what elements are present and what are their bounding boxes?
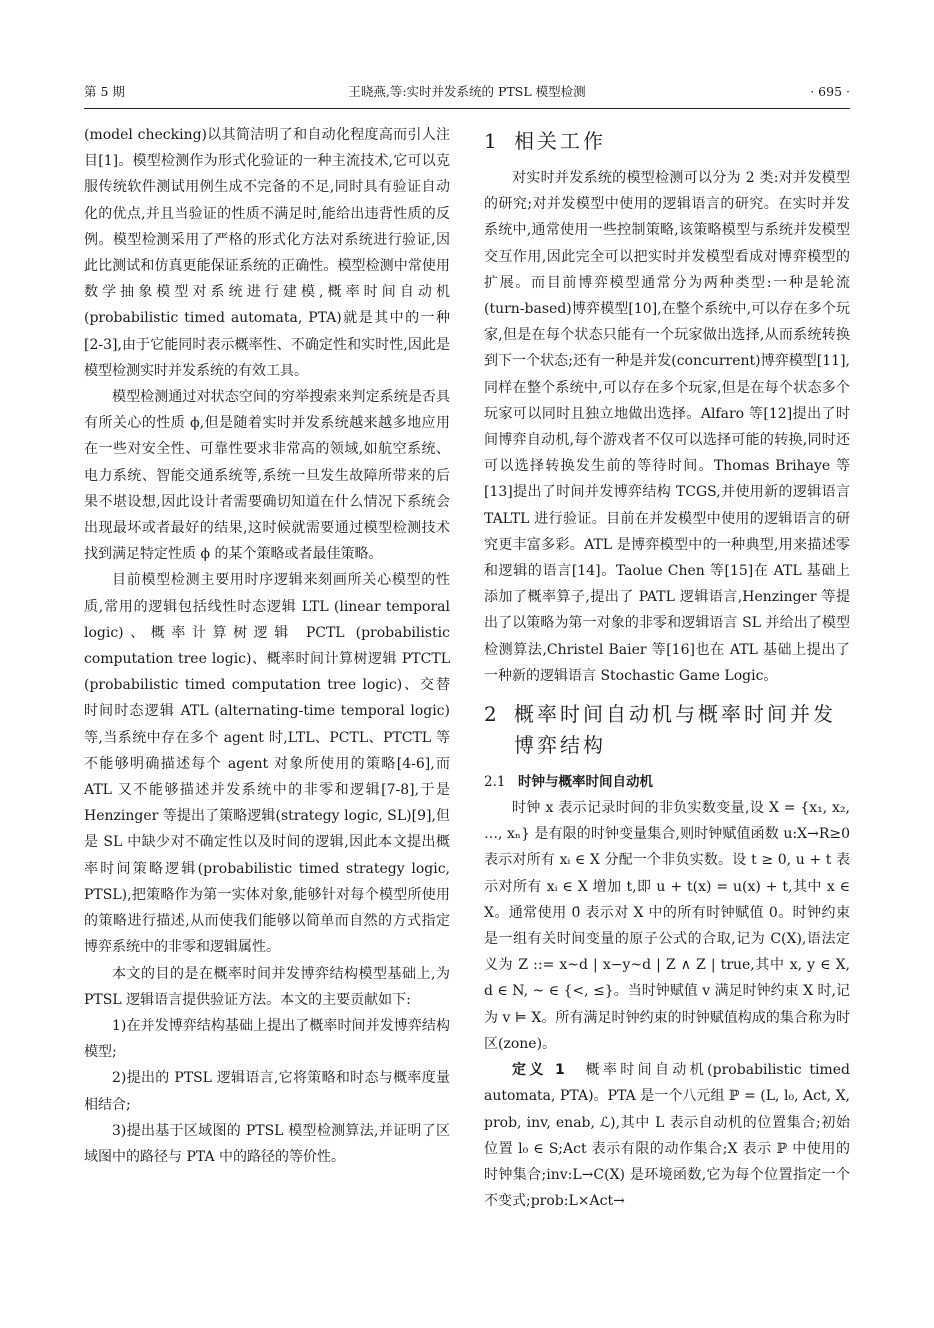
section-title: 概率时间自动机与概率时间并发 — [514, 702, 836, 727]
right-column — [484, 122, 850, 1214]
paragraph: 时钟 x 表示记录时间的非负实数变量,设 X = {x₁, x₂, …, xₙ} 是有限的时钟变量集合,则时钟赋值函数 u:X→R≥0 表示对所有 xᵢ ∈ X 分配一个非负实数。设 t ≥ 0, u + t 表示对所有 xᵢ ∈ X 增加 t,即 u + t(x) = u(x) + t,其中 x ∈ X。通常使用 0̄ 表示对 X 中的所有时钟赋值 0。时钟约束是一组有关时间变量的原子公式的合取,记为 C(X),语法定义为 Z ::= x~d | x−y~d | Z ∧ Z | true,其中 x, y ∈ X, d ∈ N, ~ ∈ {<, ≤}。当时钟赋值 v 满足时钟约束 X 时,记为 v ⊨ X。所有满足时钟约束的时钟赋值构成的集合称为时区(zone)。 — [484, 800, 850, 1052]
paragraph: 目前模型检测主要用时序逻辑来刻画所关心模型的性质,常用的逻辑包括线性时态逻辑 LTL (linear temporal logic)、概率计算树逻辑 PCTL (probabilistic computation tree logic)、概率时间计算树逻辑 PTCTL (probabilistic timed computation tree logic)、交替时间时态逻辑 ATL (alternating-time temporal logic)等,当系统中存在多个 agent 时,LTL、PCTL、PTCTL 等不能够明确描述每个 agent 对象所使用的策略[4-6],而 ATL 又不能够描述并发系统中的非零和逻辑[7-8],于是 Henzinger 等提出了策略逻辑(strategy logic, SL)[9],但是 SL 中缺少对不确定性以及时间的逻辑,因此本文提出概率时间策略逻辑(probabilistic timed strategy logic, PTSL),把策略作为第一实体对象,能够针对每个模型所使用的策略进行描述,从而使我们能够以简单而自然的方式指定博弈系统中的非零和逻辑属性。 — [84, 572, 450, 956]
subsection-number: 2.1 — [484, 774, 506, 791]
contribution-item: 2)提出的 PTSL 逻辑语言,它将策略和时态与概率度量相结合; — [84, 1070, 450, 1113]
paragraph: 模型检测通过对状态空间的穷举搜索来判定系统是否具有所关心的性质 ϕ,但是随着实时并发系统越来越多地应用在一些对安全性、可靠性要求非常高的领域,如航空系统、电力系统、智能交通系统等,系统一旦发生故障所带来的后果不堪设想,因此设计者需要确切知道在什么情况下系统会出现最坏或者最好的结果,这时候就需要通过模型检测技术找到满足特定性质 ϕ 的某个策略或者最佳策略。 — [84, 389, 450, 563]
definition-paragraph — [484, 1057, 850, 1214]
paragraph: 对实时并发系统的模型检测可以分为 2 类:对并发模型的研究;对并发模型中使用的逻辑语言的研究。在实时并发系统中,通常使用一些控制策略,该策略模型与系统并发模型交互作用,因此完全可以把实时并发模型看成对博弈模型的扩展。而目前博弈模型通常分为两种类型:一种是轮流(turn-based)博弈模型[10],在整个系统中,可以存在多个玩家,但是在每个状态只能有一个玩家做出选择,从而系统转换到下一个状态;还有一种是并发(concurrent)博弈模型[11],同样在整个系统中,可以存在多个玩家,但是在每个状态多个玩家可以同时且独立地做出选择。Alfaro 等[12]提出了时间博弈自动机,每个游戏者不仅可以选择可能的转换,同时还可以选择转换发生前的等待时间。Thomas Brihaye 等[13]提出了时间并发博弈结构 TCGS,并使用新的逻辑语言 TALTL 进行验证。目前在并发模型中使用的逻辑语言的研究更丰富多彩。ATL 是博弈模型中的一种典型,用来描述零和逻辑的语言[14]。Taolue Chen 等[15]在 ATL 基础上添加了概率算子,提出了 PATL 逻辑语言,Henzinger 等提出了以策略为第一对象的非零和逻辑语言 SL 并给出了模型检测算法,Christel Baier 等[16]也在 ATL 基础上提出了一种新的逻辑语言 Stochastic Game Logic。 — [484, 170, 850, 684]
subsection-heading — [484, 769, 850, 795]
left-column — [84, 122, 450, 1170]
section-number: 2 — [484, 702, 497, 727]
section-title-continued: 博弈结构 — [514, 733, 606, 758]
header-rule — [84, 108, 850, 109]
definition-text: 概率时间自动机(probabilistic timed automata, PTA)。PTA 是一个八元组 ℙ = (L, l₀, Act, X, prob, inv, enab, ℒ),其中 L 表示自动机的位置集合;初始位置 l₀ ∈ S;Act 表示有限的动作集合;X 表示 ℙ 中使用的时钟集合;inv:L→C(X) 是环境函数,它为每个位置指定一个不变式;prob:L×Act→ — [484, 1062, 851, 1210]
paragraph: 本文的目的是在概率时间并发博弈结构模型基础上,为 PTSL 逻辑语言提供验证方法。本文的主要贡献如下: — [84, 965, 450, 1008]
section-heading — [484, 699, 850, 761]
paragraph: (model checking)以其简洁明了和自动化程度高而引人注目[1]。模型检测作为形式化验证的一种主流技术,它可以克服传统软件测试用例生成不完备的不足,同时具有验证自动化的优点,并且当验证的性质不满足时,能给出违背性质的反例。模型检测采用了严格的形式化方法对系统进行验证,因此比测试和仿真更能保证系统的正确性。模型检测中常使用数学抽象模型对系统进行建模,概率时间自动机(probabilistic timed automata, PTA)就是其中的一种[2-3],由于它能同时表示概率性、不确定性和实时性,因此是模型检测实时并发系统的有效工具。 — [84, 127, 450, 379]
running-title: 王晓燕,等:实时并发系统的 PTSL 模型检测 — [348, 84, 586, 99]
section-number: 1 — [484, 129, 497, 153]
contribution-item: 1)在并发博弈结构基础上提出了概率时间并发博弈结构模型; — [84, 1017, 450, 1061]
contribution-item: 3)提出基于区域图的 PTSL 模型检测算法,并证明了区域图中的路径与 PTA 中的路径的等价性。 — [84, 1122, 450, 1165]
issue-label: 第 5 期 — [84, 84, 125, 99]
section-title: 相关工作 — [514, 129, 606, 153]
section-heading — [484, 126, 850, 157]
subsection-title: 时钟与概率时间自动机 — [518, 774, 653, 791]
running-header — [84, 82, 850, 102]
definition-term: 定义 1 — [512, 1062, 565, 1079]
page-number: · 695 · — [810, 84, 850, 99]
